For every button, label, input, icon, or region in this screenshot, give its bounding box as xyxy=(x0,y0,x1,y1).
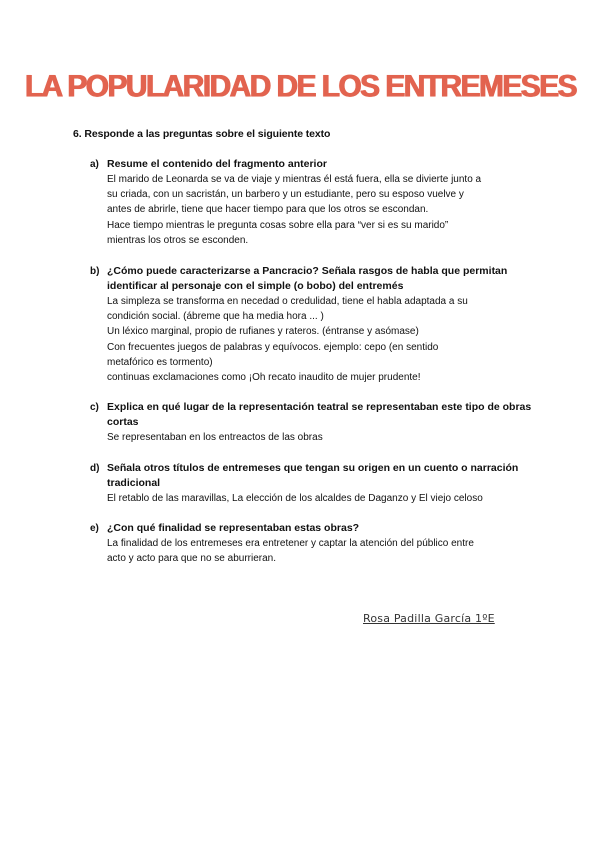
question-text: Señala otros títulos de entremeses que tengan su origen en un cuento o narración tradicional xyxy=(107,462,519,489)
answer xyxy=(107,172,540,248)
answer-line: Con frecuentes juegos de palabras y equívocos. ejemplo: cepo (en sentido xyxy=(107,341,439,353)
answer-line: metafórico es tormento) xyxy=(107,356,213,368)
question-letter: d) xyxy=(90,463,100,474)
answer-line: condición social. (ábreme que ha media hora ... ) xyxy=(107,311,324,323)
answer-line: mientras los otros se esconden. xyxy=(107,234,249,246)
answer-line: Se representaban en los entreactos de las obras xyxy=(107,432,323,443)
question-b xyxy=(90,264,540,385)
answer xyxy=(107,536,540,566)
question-text: Explica en qué lugar de la representación teatral se representaban este tipo de obras cortas xyxy=(107,401,532,428)
answer-line: acto y acto para que no se aburrieran. xyxy=(107,553,276,565)
answer-line: su criada, con un sacristán, un barbero y un estudiante, pero su esposo vuelve y xyxy=(107,189,464,201)
document-title: LA POPULARIDAD DE LOS ENTREMESES xyxy=(24,69,576,104)
question-letter: b) xyxy=(90,266,100,277)
exercise-heading: 6. Responde a las preguntas sobre el siguiente texto xyxy=(73,128,331,140)
question-text: Resume el contenido del fragmento anterior xyxy=(107,158,327,170)
answer-line: Un léxico marginal, propio de rufianes y rateros. (éntranse y asómase) xyxy=(107,326,419,338)
question-letter: c) xyxy=(90,402,99,413)
question-d xyxy=(90,461,540,506)
answer-line: La finalidad de los entremeses era entretener y captar la atención del público entre xyxy=(107,538,474,549)
answer xyxy=(107,294,540,385)
question-text: ¿Cómo puede caracterizarse a Pancracio? Señala rasgos de habla que permitan identificar al personaje con el simple (o bobo) del entremés xyxy=(107,265,508,292)
question-c xyxy=(90,400,540,445)
answer-line: La simpleza se transforma en necedad o credulidad, tiene el habla adaptada a su xyxy=(107,296,468,307)
question-letter: a) xyxy=(90,159,99,170)
answer-line: continuas exclamaciones como ¡Oh recato inaudito de mujer prudente! xyxy=(107,372,421,384)
question-letter: e) xyxy=(90,523,99,534)
question-text: ¿Con qué finalidad se representaban estas obras? xyxy=(107,522,360,534)
answer xyxy=(107,430,540,445)
answer-line: El retablo de las maravillas, La elección de los alcaldes de Daganzo y El viejo celoso xyxy=(107,493,483,504)
answer-line: antes de abrirle, tiene que hacer tiempo para que los otros se escondan. xyxy=(107,204,429,216)
author-signature: Rosa Padilla García 1ºE xyxy=(363,612,495,625)
answer-line: El marido de Leonarda se va de viaje y mientras él está fuera, ella se divierte junto a xyxy=(107,174,482,185)
answer-line: Hace tiempo mientras le pregunta cosas sobre ella para “ver si es su marido” xyxy=(107,219,449,231)
question-a xyxy=(90,157,540,248)
question-e xyxy=(90,521,540,566)
answer xyxy=(107,491,540,506)
